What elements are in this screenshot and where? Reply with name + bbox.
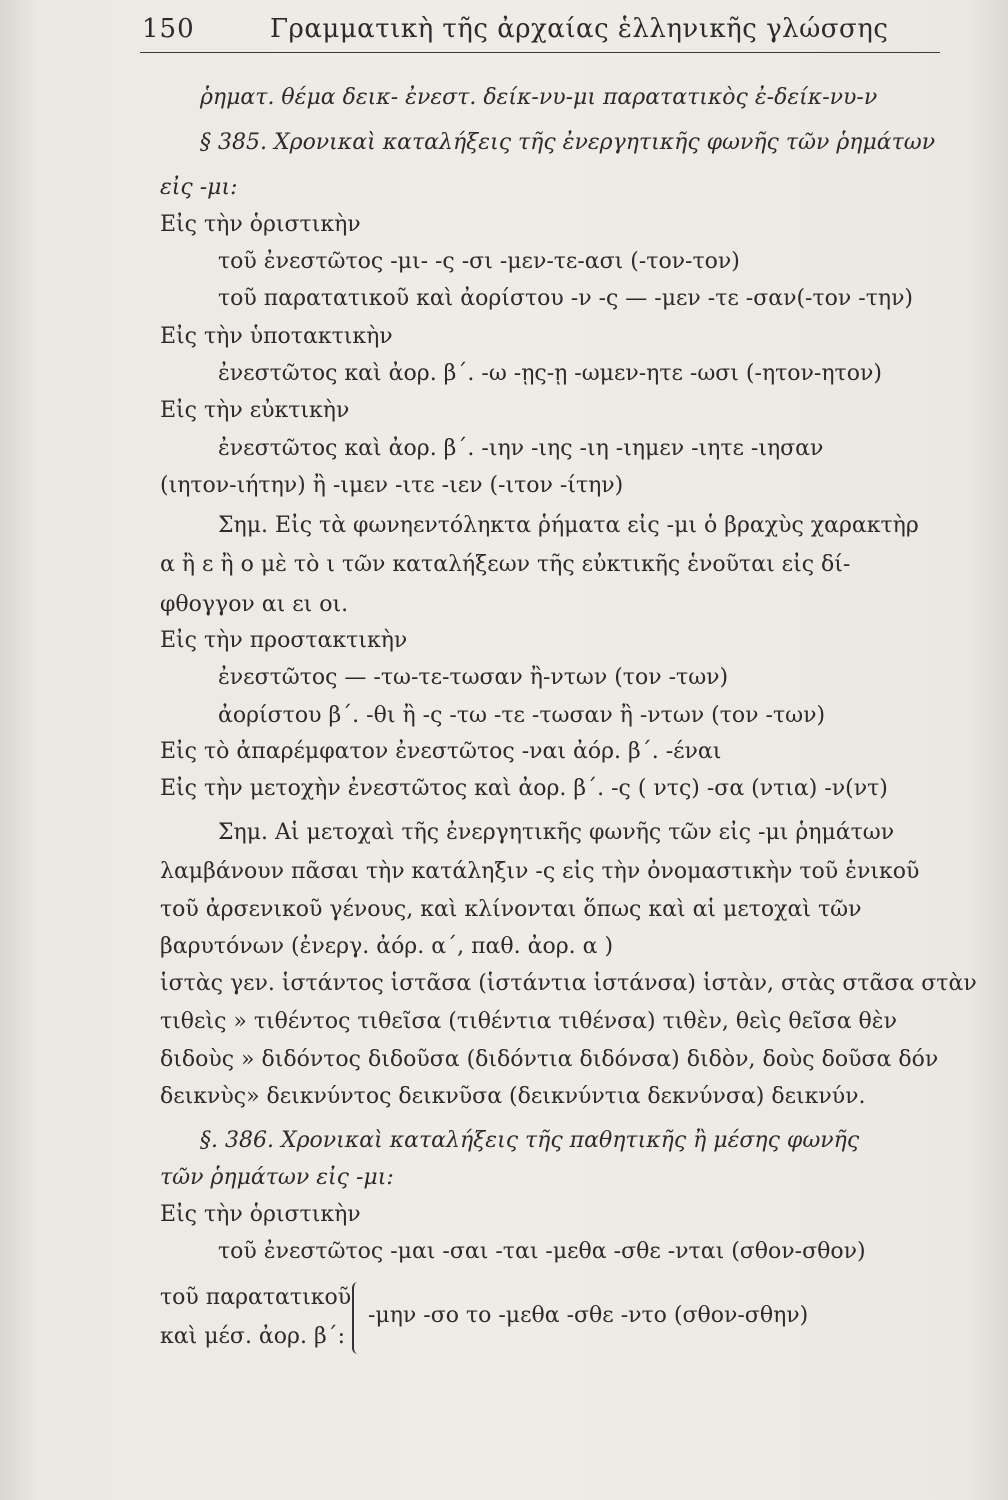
text-line-34: καὶ μέσ. ἀορ. β΄: xyxy=(160,1324,346,1349)
text-line-6: τοῦ παρατατικοῦ καὶ ἀορίστου -ν -ς — -μεν -τε -σαν(-τον -την) xyxy=(218,286,914,311)
text-line-29: τῶν ῥημάτων εἰς -μι: xyxy=(160,1165,394,1190)
curly-brace xyxy=(352,1282,364,1354)
text-line-14: φθογγον αι ει οι. xyxy=(160,592,349,617)
text-line-10: ἐνεστῶτος καὶ ἀορ. β΄. -ιην -ιης -ιη -ιημεν -ιητε -ιησαν xyxy=(218,436,824,461)
page-number: 150 xyxy=(142,14,195,44)
text-line-4: Εἰς τὴν ὁριστικὴν xyxy=(160,212,361,237)
text-line-1: ῥηματ. θέμα δεικ- ἐνεστ. δείκ-νυ-μι παρατατικὸς ἐ-δείκ-νυ-ν xyxy=(200,85,878,110)
note-line-20: Σημ. Αἱ μετοχαὶ τῆς ἐνεργητικῆς φωνῆς τῶν εἰς -μι ῥημάτων xyxy=(218,820,895,845)
text-line-30: Εἰς τὴν ὁριστικὴν xyxy=(160,1202,361,1227)
text-line-22: τοῦ ἀρσενικοῦ γένους, καὶ κλίνονται ὅπως καὶ αἱ μετοχαὶ τῶν xyxy=(160,897,862,922)
text-line-26: διδοὺς » διδόντος διδοῦσα (διδόντια διδόνσα) διδὸν, δοὺς δοῦσα δόν xyxy=(160,1047,939,1072)
note-line-12: Σημ. Εἰς τὰ φωνηεντόληκτα ῥήματα εἰς -μι ὁ βραχὺς χαρακτὴρ xyxy=(218,513,919,538)
text-line-33: -μην -σο το -μεθα -σθε -ντο (σθον-σθην) xyxy=(368,1303,809,1328)
text-line-31: τοῦ ἐνεστῶτος -μαι -σαι -ται -μεθα -σθε -νται (σθον-σθον) xyxy=(218,1239,866,1264)
section-386-heading: §. 386. Χρονικαὶ καταλήξεις τῆς παθητικῆς ἢ μέσης φωνῆς xyxy=(200,1128,860,1153)
text-line-27: δεικνὺς» δεικνύντος δεικνῦσα (δεικνύντια δεκνύνσα) δεικνύν. xyxy=(160,1084,866,1109)
text-line-5: τοῦ ἐνεστῶτος -μι- -ς -σι -μεν-τε-ασι (-τον-τον) xyxy=(218,249,740,274)
text-line-11: (ιητον-ιήτην) ἢ -ιμεν -ιτε -ιεν (-ιτον -ίτην) xyxy=(160,473,624,498)
text-line-15: Εἰς τὴν προστακτικὴν xyxy=(160,628,408,653)
text-line-17: ἀορίστου β΄. -θι ἢ -ς -τω -τε -τωσαν ἢ -ντων (τον -των) xyxy=(218,703,826,728)
running-title: Γραμματικὴ τῆς ἀρχαίας ἑλληνικῆς γλώσσης xyxy=(270,14,889,44)
section-385-heading: § 385. Χρονικαὶ καταλήξεις τῆς ἐνεργητικῆς φωνῆς τῶν ῥημάτων xyxy=(200,130,936,155)
text-line-8: ἐνεστῶτος καὶ ἀορ. β΄. -ω -ῃς-ῃ -ωμεν-ητε -ωσι (-ητον-ητον) xyxy=(218,361,882,386)
text-line-21: λαμβάνουν πᾶσαι τὴν κατάληξιν -ς εἰς τὴν ὀνομαστικὴν τοῦ ἑνικοῦ xyxy=(160,859,920,884)
text-line-9: Εἰς τὴν εὐκτικὴν xyxy=(160,398,350,423)
running-header xyxy=(140,8,940,53)
text-line-13: α ἢ ε ἢ ο μὲ τὸ ι τῶν καταλήξεων τῆς εὐκτικῆς ἑνοῦται εἰς δί- xyxy=(160,552,851,577)
text-line-18: Εἰς τὸ ἀπαρέμφατον ἐνεστῶτος -ναι ἀόρ. β΄. -έναι xyxy=(160,739,722,764)
text-line-3: εἰς -μι: xyxy=(160,175,238,200)
text-line-25: τιθεὶς » τιθέντος τιθεῖσα (τιθέντια τιθένσα) τιθὲν, θεὶς θεῖσα θὲν xyxy=(160,1009,897,1034)
text-line-32: τοῦ παρατατικοῦ xyxy=(160,1285,352,1310)
text-line-16: ἐνεστῶτος — -τω-τε-τωσαν ἢ-ντων (τον -των) xyxy=(218,665,729,690)
text-line-24: ἱστὰς γεν. ἱστάντος ἱστᾶσα (ἱστάντια ἱστάνσα) ἱστὰν, στὰς στᾶσα στὰν xyxy=(160,971,977,996)
text-line-23: βαρυτόνων (ἐνεργ. ἀόρ. α΄, παθ. ἀορ. α ) xyxy=(160,934,614,959)
text-line-7: Εἰς τὴν ὑποτακτικὴν xyxy=(160,324,393,349)
text-line-19: Εἰς τὴν μετοχὴν ἐνεστῶτος καὶ ἀορ. β΄. -ς ( ντς) -σα (ντια) -ν(ντ) xyxy=(160,776,888,801)
